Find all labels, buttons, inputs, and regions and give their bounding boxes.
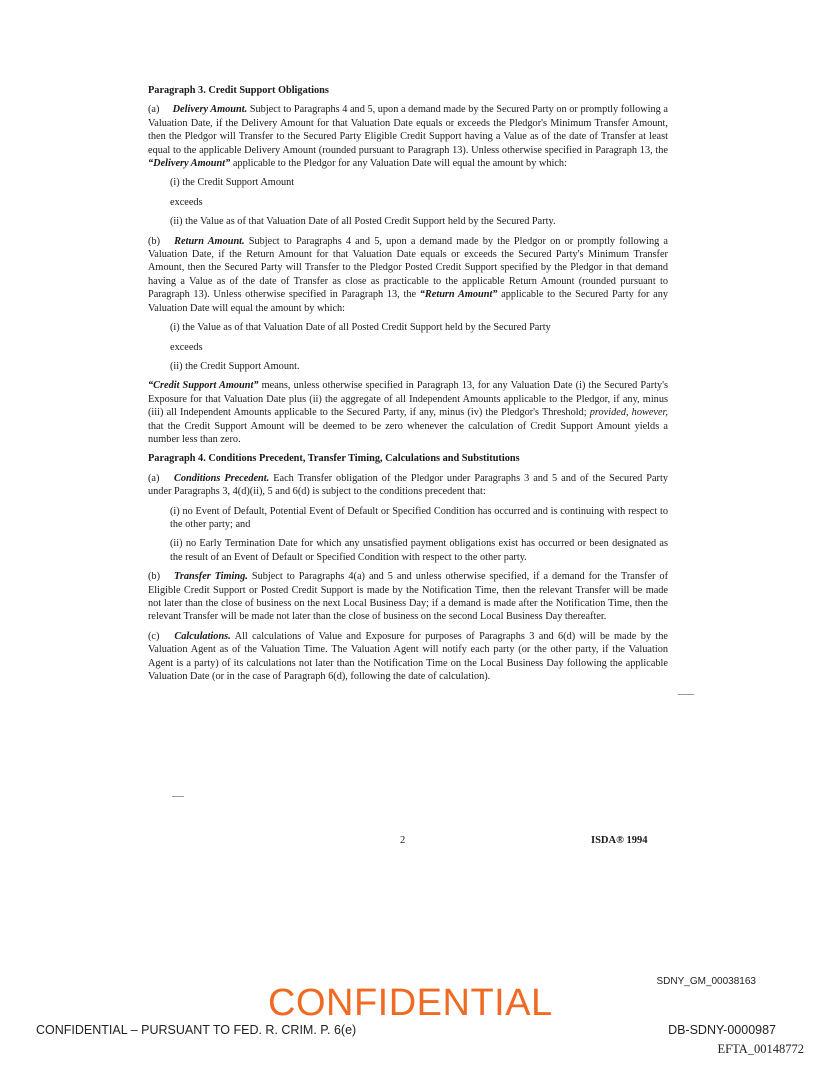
confidentiality-legend: CONFIDENTIAL – PURSUANT TO FED. R. CRIM. P. 6(e) xyxy=(36,1023,357,1037)
paragraph-3a-label: (a) xyxy=(148,104,160,116)
paragraph-4a-term: Conditions Precedent. xyxy=(173,472,270,484)
paragraph-4a-label: (a) xyxy=(148,472,160,484)
paragraph-4b xyxy=(148,570,668,624)
paragraph-3b-text-start: Subject to Paragraphs 4 and 5, upon a demand made by the Pledgor on or promptly following a Valuation Date, if the Return Amount for that Valuation Date equals or exceeds the Secured Party's Minimum Transfer Amount, then the Secured Party will Transfer to the Pledgor Posted Credit Support specified by the Pledgor in that demand having a Value as of the date of Transfer as close as practicable to the applicable Return Amount (rounded pursuant to Paragraph 13). Unless otherwise specified in Paragraph 13, the xyxy=(148,235,668,301)
paragraph-4-heading: Paragraph 4. Conditions Precedent, Transfer Timing, Calculations and Substitutions xyxy=(148,453,520,465)
credit-support-amount-proviso: provided, however, xyxy=(589,407,668,419)
efta-number: EFTA_00148772 xyxy=(717,1042,804,1056)
paragraph-3a-text-end: applicable to the Pledgor for any Valuation Date will equal the amount by which: xyxy=(232,158,567,170)
paragraph-3a-item-1: (i) the Credit Support Amount xyxy=(170,177,295,189)
paragraph-4a-item-1: (i) no Event of Default, Potential Event of Default or Specified Condition has occurred and is continuing with respect to the other party; and xyxy=(170,505,668,530)
paragraph-4c-text: All calculations of Value and Exposure for purposes of Paragraphs 3 and 6(d) will be made by the Valuation Agent as of the Valuation Time. The Valuation Agent will notify each party (or the other party, if the Valuation Agent is a party) of its calculations not later than the Notification Time on the Local Business Day following the applicable Valuation Date (or in the case of Paragraph 6(d), following the date of calculation). xyxy=(148,630,668,683)
confidential-stamp: CONFIDENTIAL xyxy=(268,982,553,1024)
credit-support-amount-definition xyxy=(148,379,668,446)
paragraph-3b xyxy=(148,235,668,315)
paragraph-3b-item-2: (ii) the Credit Support Amount. xyxy=(170,360,300,372)
paragraph-4c xyxy=(148,630,668,684)
paragraph-3b-label: (b) xyxy=(148,235,161,247)
isda-mark: ISDA® 1994 xyxy=(591,835,648,846)
bates-number-bottom: DB-SDNY-0000987 xyxy=(668,1023,776,1037)
paragraph-3-heading: Paragraph 3. Credit Support Obligations xyxy=(148,85,329,96)
paragraph-4b-term: Transfer Timing. xyxy=(173,571,248,583)
paragraph-4a xyxy=(148,472,668,499)
paragraph-4a-item-2: (ii) no Early Termination Date for which any unsatisfied payment obligations exist has occurred or been designated as the result of an Event of Default or Specified Condition with respect to the other party. xyxy=(170,538,668,563)
scan-speck xyxy=(172,796,184,797)
scan-speck xyxy=(678,694,694,695)
credit-support-amount-text-start: means, unless otherwise specified in Paragraph 13, for any Valuation Date (i) the Secured Party's Exposure for that Valuation Date plus (ii) the aggregate of all Independent Amounts applicable to the Pledgor, if any, minus (iii) all Independent Amounts applicable to the Secured Party, if any, minus (iv) the Pledgor's Threshold; xyxy=(148,380,668,419)
paragraph-3b-defined-term: “Return Amount” xyxy=(419,289,498,301)
paragraph-4a-text: Each Transfer obligation of the Pledgor under Paragraphs 3 and 5 and of the Secured Party under Paragraphs 3, 4(d)(ii), 5 and 6(d) is subject to the conditions precedent that: xyxy=(148,472,668,498)
paragraph-3a-text-start: Subject to Paragraphs 4 and 5, upon a demand made by the Secured Party on or promptly following a Valuation Date, if the Delivery Amount for that Valuation Date equals or exceeds the Pledgor's Minimum Transfer Amount, then the Pledgor will Transfer to the Secured Party Eligible Credit Support having a Value as of the date of Transfer at least equal to the applicable Delivery Amount (rounded pursuant to Paragraph 13). Unless otherwise specified in Paragraph 13, the xyxy=(148,104,668,156)
paragraph-4c-label: (c) xyxy=(148,630,160,642)
paragraph-3a-exceeds: exceeds xyxy=(170,196,203,208)
credit-support-amount-term: “Credit Support Amount” xyxy=(148,380,259,392)
paragraph-3a-term: Delivery Amount. xyxy=(172,104,248,116)
paragraph-3b-text-end: applicable to the Secured Party for any Valuation Date will equal the amount by which: xyxy=(148,289,669,314)
paragraph-3a-item-2: (ii) the Value as of that Valuation Date of all Posted Credit Support held by the Secured Party. xyxy=(170,216,556,228)
document-body xyxy=(148,84,668,689)
credit-support-amount-text-end: that the Credit Support Amount will be deemed to be zero whenever the calculation of Credit Support Amount yields a number less than zero. xyxy=(148,420,668,445)
paragraph-4b-text: Subject to Paragraphs 4(a) and 5 and unless otherwise specified, if a demand for the Transfer of Eligible Credit Support or Posted Credit Support is made by the Notification Time, then the relevant Transfer will be made not later than the close of business on the next Local Business Day; if a demand is made after the Notification Time, then the relevant Transfer will be made not later than the close of business on the second Local Business Day thereafter. xyxy=(148,571,669,623)
paragraph-3a xyxy=(148,103,668,170)
paragraph-3b-term: Return Amount. xyxy=(174,235,245,247)
paragraph-3a-defined-term: “Delivery Amount” xyxy=(148,158,231,170)
bates-number-top: SDNY_GM_00038163 xyxy=(656,976,756,987)
paragraph-3b-exceeds: exceeds xyxy=(170,341,203,353)
page-number: 2 xyxy=(400,835,406,846)
paragraph-3b-item-1: (i) the Value as of that Valuation Date of all Posted Credit Support held by the Secured Party xyxy=(170,322,551,334)
paragraph-4b-label: (b) xyxy=(148,571,161,583)
paragraph-4c-term: Calculations. xyxy=(174,630,231,642)
